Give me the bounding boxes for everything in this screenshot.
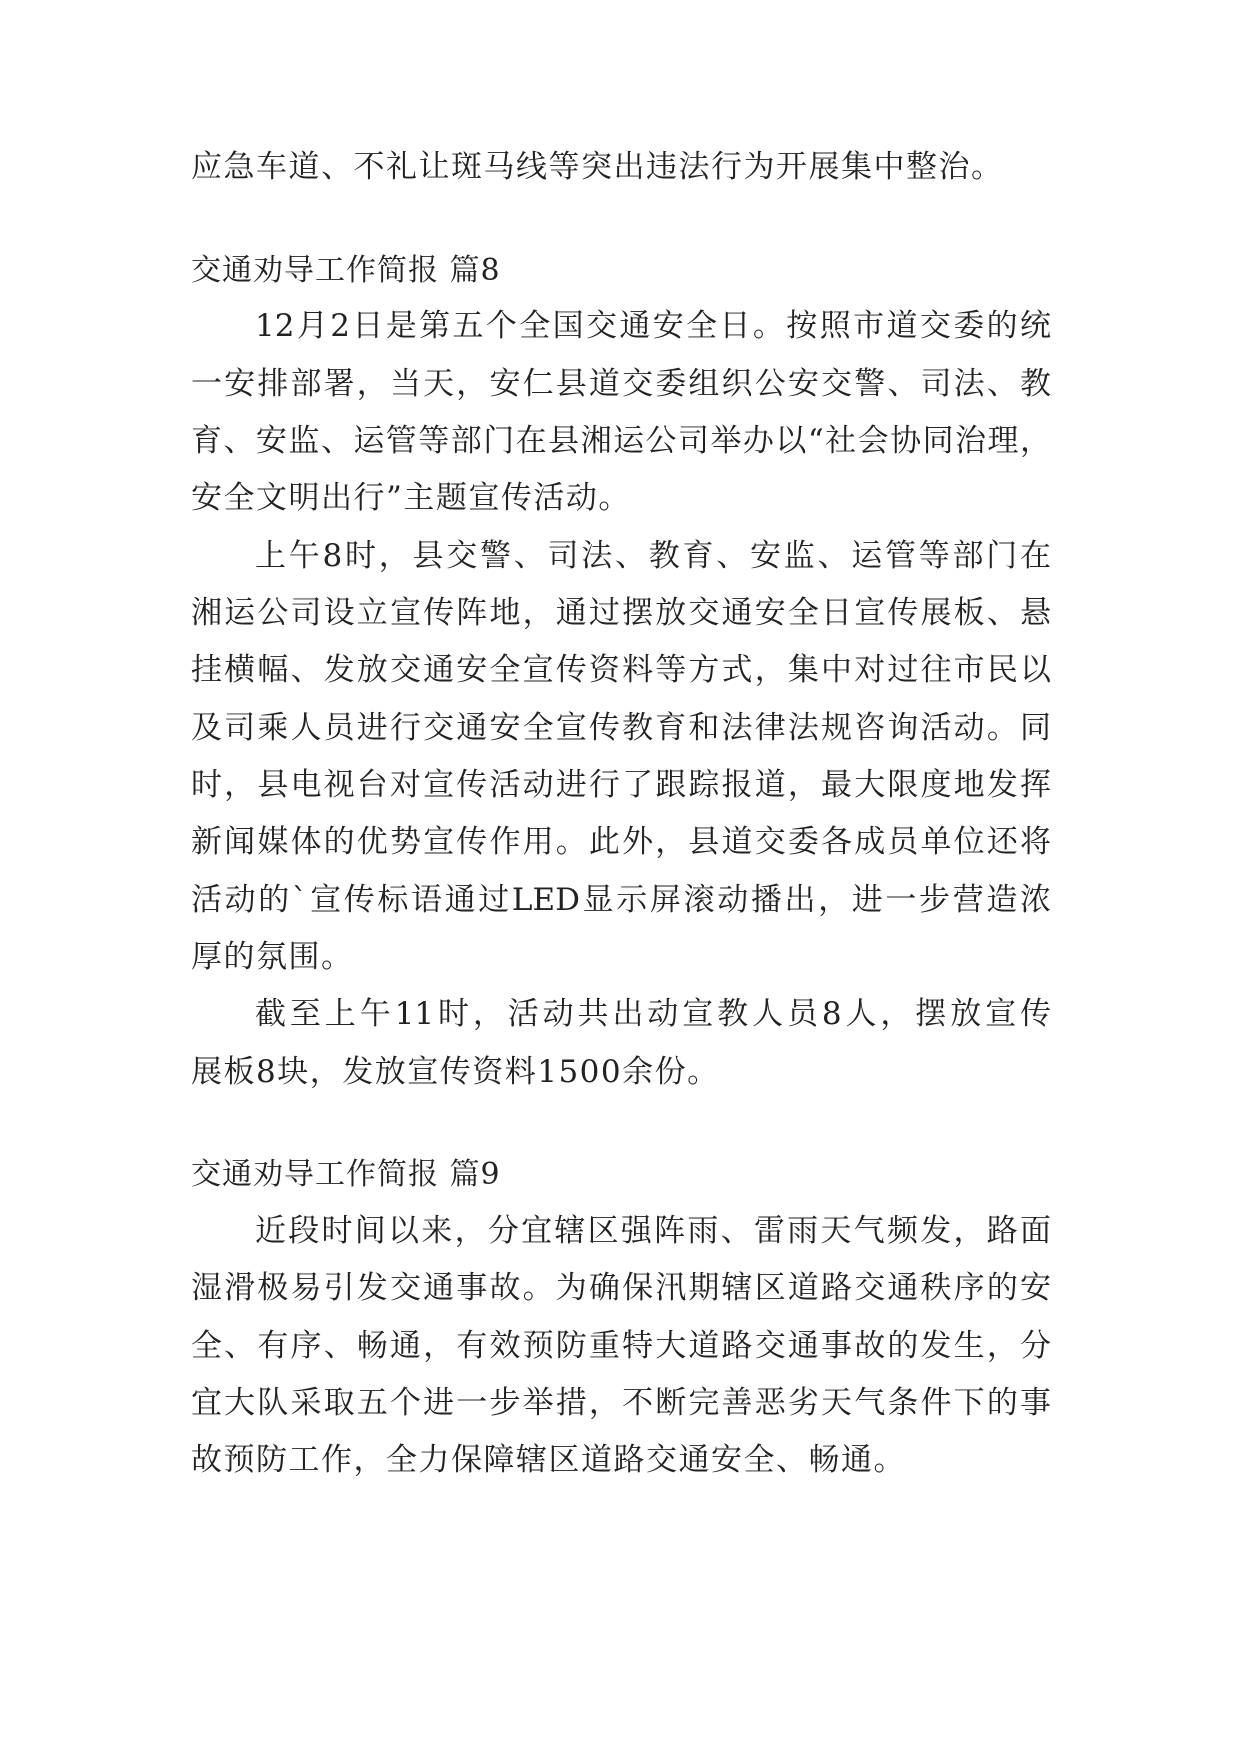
text-line: 故预防工作，全力保障辖区道路交通安全、畅通。 — [191, 1442, 906, 1478]
text-line: 湘运公司设立宣传阵地，通过摆放交通安全日宣传展板、悬 — [191, 595, 1051, 631]
text-line: 安全文明出行”主题宣传活动。 — [191, 480, 631, 516]
text-line: 挂横幅、发放交通安全宣传资料等方式，集中对过往市民以 — [191, 652, 1051, 688]
text-line: 12月2日是第五个全国交通安全日。按照市道交委的统 — [255, 308, 1051, 344]
section-heading-9: 交通劝导工作简报 篇9 — [191, 1157, 501, 1192]
text-line: 活动的`宣传标语通过LED显示屏滚动播出，进一步营造浓 — [191, 882, 1051, 918]
text-line: 新闻媒体的优势宣传作用。此外，县道交委各成员单位还将 — [191, 824, 1051, 860]
text-line: 及司乘人员进行交通安全宣传教育和法律法规咨询活动。同 — [191, 710, 1051, 746]
text-line: 时，县电视台对宣传活动进行了跟踪报道，最大限度地发挥 — [191, 767, 1051, 803]
intro-line: 应急车道、不礼让斑马线等突出违法行为开展集中整治。 — [191, 149, 1004, 185]
text-line: 截至上午11时，活动共出动宣教人员8人，摆放宣传 — [255, 996, 1051, 1032]
text-line: 厚的氛围。 — [191, 939, 354, 975]
text-line: 一安排部署，当天，安仁县道交委组织公安交警、司法、教 — [191, 366, 1051, 402]
text-line: 上午8时，县交警、司法、教育、安监、运管等部门在 — [255, 538, 1051, 574]
text-line: 近段时间以来，分宜辖区强阵雨、雷雨天气频发，路面 — [255, 1213, 1051, 1249]
text-line: 宜大队采取五个进一步举措，不断完善恶劣天气条件下的事 — [191, 1385, 1051, 1421]
text-line: 全、有序、畅通，有效预防重特大道路交通事故的发生，分 — [191, 1328, 1051, 1364]
text-line: 展板8块，发放宣传资料1500余份。 — [191, 1054, 720, 1090]
text-line: 湿滑极易引发交通事故。为确保汛期辖区道路交通秩序的安 — [191, 1270, 1051, 1306]
text-line: 育、安监、运管等部门在县湘运公司举办以“社会协同治理， — [191, 423, 1051, 459]
section-heading-8: 交通劝导工作简报 篇8 — [191, 253, 501, 288]
